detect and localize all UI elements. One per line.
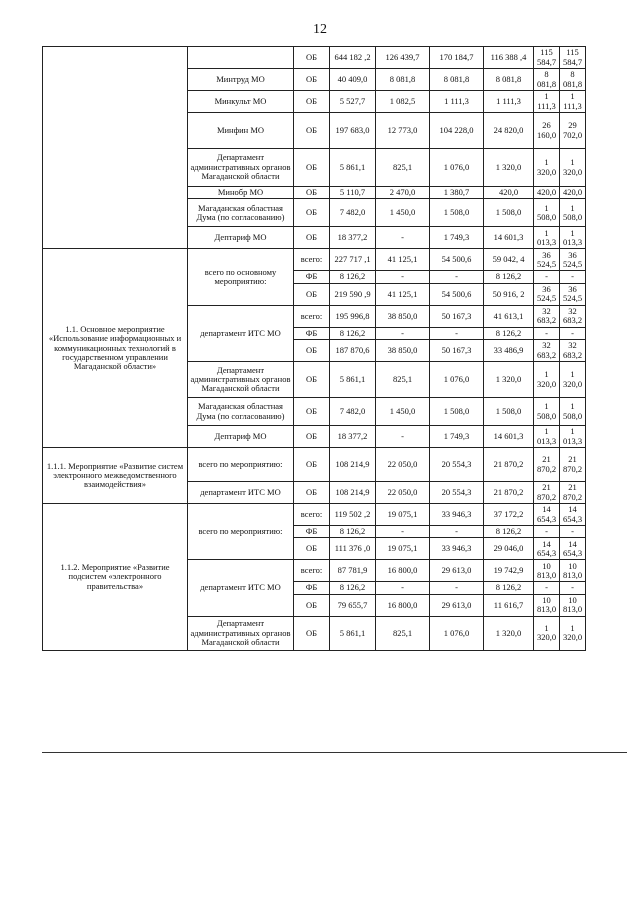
amount-cell: 1 508,0 [534,199,560,227]
executor-cell: Минкульт МО [188,91,294,113]
funding-source-cell: ОБ [294,227,330,249]
executor-cell: всего по основному мероприятию: [188,249,294,305]
amount-cell: 32 683,2 [534,340,560,362]
amount-cell: - [430,582,484,594]
amount-cell: 227 717 ,1 [330,249,376,271]
amount-cell: 1 320,0 [560,616,586,650]
funding-source-cell: ОБ [294,482,330,504]
amount-cell: 41 613,1 [484,305,534,327]
funding-source-cell: ФБ [294,327,330,339]
executor-cell: Департамент административных органов Магаданской области [188,616,294,650]
amount-cell: 119 502 ,2 [330,504,376,526]
funding-source-cell: ОБ [294,426,330,448]
amount-cell: 8 126,2 [484,582,534,594]
executor-cell: департамент ИТС МО [188,482,294,504]
amount-cell: 10 813,0 [560,594,586,616]
amount-cell: 38 850,0 [376,340,430,362]
amount-cell: 170 184,7 [430,47,484,69]
amount-cell: 1 013,3 [534,426,560,448]
funding-source-cell: ОБ [294,448,330,482]
amount-cell: 32 683,2 [560,305,586,327]
amount-cell: 11 616,7 [484,594,534,616]
program-name-cell: 1.1.1. Мероприятие «Развитие систем электронного межведомственного взаимодействия» [43,448,188,504]
amount-cell: 1 320,0 [534,362,560,398]
amount-cell: 1 450,0 [376,398,430,426]
amount-cell: 115 584,7 [560,47,586,69]
amount-cell: 7 482,0 [330,398,376,426]
amount-cell: 8 126,2 [484,327,534,339]
amount-cell: 32 683,2 [534,305,560,327]
amount-cell: 26 160,0 [534,113,560,149]
amount-cell: 12 773,0 [376,113,430,149]
amount-cell: 10 813,0 [560,560,586,582]
amount-cell: 22 050,0 [376,482,430,504]
amount-cell: 19 075,1 [376,504,430,526]
amount-cell: 36 524,5 [560,249,586,271]
amount-cell: 5 861,1 [330,149,376,187]
amount-cell: 825,1 [376,149,430,187]
amount-cell: 8 126,2 [330,582,376,594]
bottom-rule [42,752,627,753]
amount-cell: 29 613,0 [430,594,484,616]
program-name-cell [43,47,188,249]
amount-cell: 825,1 [376,362,430,398]
page-number: 12 [313,22,327,37]
amount-cell: 59 042, 4 [484,249,534,271]
funding-source-cell: ФБ [294,271,330,283]
amount-cell: 1 508,0 [484,398,534,426]
funding-source-cell: ФБ [294,582,330,594]
amount-cell: 29 046,0 [484,538,534,560]
amount-cell: 8 081,8 [484,69,534,91]
amount-cell: 18 377,2 [330,426,376,448]
amount-cell: 10 813,0 [534,594,560,616]
executor-cell: департамент ИТС МО [188,560,294,616]
amount-cell: 29 613,0 [430,560,484,582]
amount-cell: - [376,426,430,448]
amount-cell: 825,1 [376,616,430,650]
amount-cell: 1 320,0 [534,149,560,187]
amount-cell: 1 320,0 [534,616,560,650]
amount-cell: 40 409,0 [330,69,376,91]
amount-cell: 8 081,8 [560,69,586,91]
amount-cell: 1 013,3 [534,227,560,249]
amount-cell: 33 946,3 [430,504,484,526]
amount-cell: 54 500,6 [430,249,484,271]
amount-cell: 5 861,1 [330,616,376,650]
amount-cell: 22 050,0 [376,448,430,482]
amount-cell: 41 125,1 [376,283,430,305]
program-name-cell: 1.1.2. Мероприятие «Развитие подсистем «электронного правительства» [43,504,188,651]
amount-cell: 14 601,3 [484,426,534,448]
amount-cell: 16 800,0 [376,560,430,582]
funding-source-cell: ОБ [294,594,330,616]
amount-cell: 5 527,7 [330,91,376,113]
amount-cell: 8 126,2 [330,327,376,339]
amount-cell: - [534,526,560,538]
funding-source-cell: ОБ [294,187,330,199]
amount-cell: 1 320,0 [560,149,586,187]
executor-cell: Департамент административных органов Магаданской области [188,362,294,398]
amount-cell: 14 654,3 [534,504,560,526]
table-row [43,448,586,482]
amount-cell: 1 111,3 [560,91,586,113]
executor-cell: департамент ИТС МО [188,305,294,361]
amount-cell: 37 172,2 [484,504,534,526]
amount-cell: 36 524,5 [534,283,560,305]
executor-cell: Магаданская областная Дума (по согласованию) [188,199,294,227]
amount-cell: 219 590 ,9 [330,283,376,305]
amount-cell: 8 126,2 [330,526,376,538]
amount-cell: - [560,582,586,594]
amount-cell: - [376,227,430,249]
amount-cell: - [376,327,430,339]
table-row [43,504,586,526]
amount-cell: 50 167,3 [430,340,484,362]
amount-cell: 1 320,0 [484,149,534,187]
amount-cell: 1 111,3 [484,91,534,113]
amount-cell: 14 654,3 [560,538,586,560]
amount-cell: 1 508,0 [534,398,560,426]
amount-cell: - [376,526,430,538]
amount-cell: 195 996,8 [330,305,376,327]
amount-cell: 420,0 [534,187,560,199]
table-row [43,249,586,271]
funding-source-cell: ОБ [294,616,330,650]
amount-cell: 7 482,0 [330,199,376,227]
funding-source-cell: ОБ [294,199,330,227]
amount-cell: - [430,327,484,339]
amount-cell: 79 655,7 [330,594,376,616]
executor-cell: всего по мероприятию: [188,448,294,482]
amount-cell: 1 749,3 [430,227,484,249]
amount-cell: 1 380,7 [430,187,484,199]
amount-cell: 16 800,0 [376,594,430,616]
amount-cell: 21 870,2 [560,482,586,504]
funding-source-cell: ОБ [294,149,330,187]
amount-cell: 5 861,1 [330,362,376,398]
funding-source-cell: ОБ [294,283,330,305]
amount-cell: 1 508,0 [430,398,484,426]
amount-cell: 108 214,9 [330,482,376,504]
executor-cell: Дептариф МО [188,227,294,249]
amount-cell: 1 320,0 [484,362,534,398]
amount-cell: 1 111,3 [534,91,560,113]
amount-cell: 1 508,0 [560,398,586,426]
amount-cell: 5 110,7 [330,187,376,199]
amount-cell: 116 388 ,4 [484,47,534,69]
amount-cell: 187 870,6 [330,340,376,362]
amount-cell: 1 013,3 [560,227,586,249]
amount-cell: - [376,271,430,283]
amount-cell: 8 081,8 [430,69,484,91]
amount-cell: - [560,327,586,339]
funding-source-cell: ОБ [294,47,330,69]
budget-table [42,46,586,651]
executor-cell: Минобр МО [188,187,294,199]
amount-cell: 197 683,0 [330,113,376,149]
amount-cell: 126 439,7 [376,47,430,69]
amount-cell: 1 508,0 [430,199,484,227]
funding-source-cell: ОБ [294,398,330,426]
funding-source-cell: ОБ [294,91,330,113]
funding-source-cell: ОБ [294,340,330,362]
funding-source-cell: ОБ [294,113,330,149]
amount-cell: - [430,271,484,283]
amount-cell: - [560,271,586,283]
amount-cell: 8 126,2 [484,526,534,538]
funding-source-cell: всего: [294,504,330,526]
amount-cell: 19 075,1 [376,538,430,560]
amount-cell: 33 486,9 [484,340,534,362]
amount-cell: 8 081,8 [534,69,560,91]
amount-cell: - [534,582,560,594]
amount-cell: 1 082,5 [376,91,430,113]
amount-cell: 20 554,3 [430,482,484,504]
amount-cell: 41 125,1 [376,249,430,271]
amount-cell: 420,0 [484,187,534,199]
amount-cell: 50 916, 2 [484,283,534,305]
amount-cell: 1 508,0 [560,199,586,227]
amount-cell: 50 167,3 [430,305,484,327]
amount-cell: 10 813,0 [534,560,560,582]
amount-cell: 19 742,9 [484,560,534,582]
amount-cell: 36 524,5 [534,249,560,271]
program-name-cell: 1.1. Основное мероприятие «Использование информационных и коммуникационных технологий в государственном управлении Магаданской области» [43,249,188,448]
amount-cell: 420,0 [560,187,586,199]
amount-cell: 108 214,9 [330,448,376,482]
amount-cell: 21 870,2 [484,448,534,482]
amount-cell: 21 870,2 [534,482,560,504]
executor-cell: всего по мероприятию: [188,504,294,560]
amount-cell: 1 111,3 [430,91,484,113]
amount-cell: 29 702,0 [560,113,586,149]
executor-cell [188,47,294,69]
amount-cell: 21 870,2 [484,482,534,504]
amount-cell: 24 820,0 [484,113,534,149]
funding-source-cell: всего: [294,249,330,271]
amount-cell: - [376,582,430,594]
executor-cell: Минфин МО [188,113,294,149]
amount-cell: 2 470,0 [376,187,430,199]
amount-cell: 1 450,0 [376,199,430,227]
amount-cell: 1 320,0 [560,362,586,398]
funding-source-cell: ОБ [294,69,330,91]
amount-cell: 21 870,2 [560,448,586,482]
table-row [43,47,586,69]
amount-cell: - [534,327,560,339]
executor-cell: Магаданская областная Дума (по согласованию) [188,398,294,426]
amount-cell: 1 076,0 [430,362,484,398]
amount-cell: - [534,271,560,283]
amount-cell: 1 076,0 [430,149,484,187]
amount-cell: 18 377,2 [330,227,376,249]
amount-cell: 1 508,0 [484,199,534,227]
amount-cell: 115 584,7 [534,47,560,69]
amount-cell: 87 781,9 [330,560,376,582]
funding-source-cell: ОБ [294,538,330,560]
amount-cell: 8 126,2 [484,271,534,283]
amount-cell: 8 081,8 [376,69,430,91]
funding-source-cell: всего: [294,305,330,327]
executor-cell: Минтруд МО [188,69,294,91]
amount-cell: 644 182 ,2 [330,47,376,69]
amount-cell: 8 126,2 [330,271,376,283]
funding-source-cell: ОБ [294,362,330,398]
amount-cell: 104 228,0 [430,113,484,149]
amount-cell: 21 870,2 [534,448,560,482]
amount-cell: 1 013,3 [560,426,586,448]
funding-source-cell: ФБ [294,526,330,538]
executor-cell: Дептариф МО [188,426,294,448]
amount-cell: 1 076,0 [430,616,484,650]
amount-cell: 33 946,3 [430,538,484,560]
amount-cell: 14 654,3 [534,538,560,560]
amount-cell: 20 554,3 [430,448,484,482]
amount-cell: 32 683,2 [560,340,586,362]
amount-cell: 36 524,5 [560,283,586,305]
amount-cell: 14 601,3 [484,227,534,249]
amount-cell: 14 654,3 [560,504,586,526]
funding-source-cell: всего: [294,560,330,582]
amount-cell: - [560,526,586,538]
amount-cell: - [430,526,484,538]
executor-cell: Департамент административных органов Магаданской области [188,149,294,187]
amount-cell: 38 850,0 [376,305,430,327]
amount-cell: 1 320,0 [484,616,534,650]
amount-cell: 54 500,6 [430,283,484,305]
amount-cell: 111 376 ,0 [330,538,376,560]
amount-cell: 1 749,3 [430,426,484,448]
